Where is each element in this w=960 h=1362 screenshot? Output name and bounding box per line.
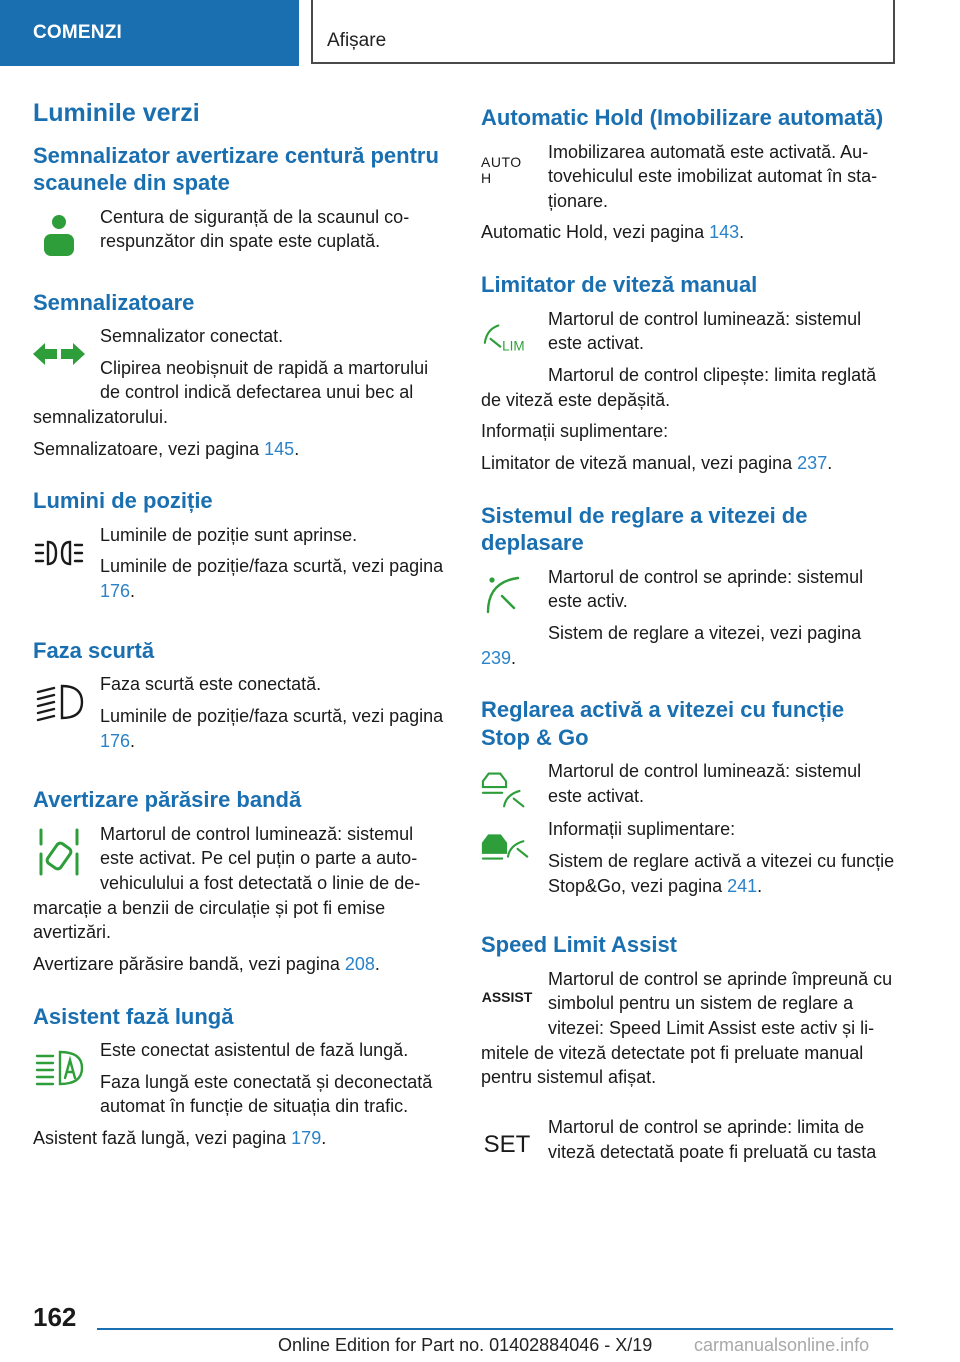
ref-auto-hold: Automatic Hold, vezi pagina 143. [481,222,745,243]
page-link-208[interactable]: 208 [344,954,375,974]
page-number: 162 [33,1302,77,1332]
page-link-145[interactable]: 145 [264,438,295,459]
section-speed-limiter [481,271,896,475]
title-lane-departure: Avertizare părăsire bandă [33,787,302,813]
auto-hold-icon: AUTO H [481,153,522,186]
page-link-241[interactable]: 241 [727,875,758,896]
page-link-176-a[interactable]: 176 [100,581,131,602]
ref-active-cruise: Sistem de reglare activă a vitezei cu funcție Stop&Go, vezi pagina 241. [548,850,895,896]
text-limiter-more-info: Informații suplimentare: [481,421,669,442]
section-auto-hold [481,104,896,245]
ref-lane-departure: Avertizare părăsire bandă, vezi pagina 208. [33,954,380,974]
title-high-beam-assist: Asistent fază lungă [33,1003,234,1029]
section-rear-seatbelt [33,142,448,263]
text-acc-active: Martorul de control luminează: sistemul este activat. [548,761,862,806]
seatbelt-passenger-icon [33,207,85,263]
ref-speed-limiter: Limitator de viteză manual, vezi pagina 237. [481,452,833,473]
section-parking-lights [33,487,448,610]
text-limiter-active: Martorul de control luminează: sistemul este activat. [548,308,862,354]
section-speed-limit-assist [481,931,896,1164]
ref-low-beam: Luminile de poziție/faza scurtă, vezi pagina 176. [100,705,444,751]
text-acc-more-info: Informații suplimentare: [548,819,736,840]
ref-cruise-control: Sistem de reglare a vitezei, vezi pagina 239. [481,622,862,668]
title-speed-limiter: Limitator de viteză manual [481,272,758,298]
parking-lights-icon [33,525,85,581]
page-header [0,0,960,66]
left-column [33,100,448,1158]
footer-watermark: carmanualsonline.info [694,1335,870,1355]
title-speed-limit-assist: Speed Limit Assist [481,932,678,958]
right-column [481,100,896,1173]
set-icon: SET [483,1130,531,1158]
text-turn-signal-fast: Clipirea neobișnuit de rapidă a martorului de control indică defectarea unui bec al semnalizatorului. [33,357,429,427]
lane-departure-icon [33,824,85,880]
text-auto-hold: Imobilizarea automată este activată. Autovehiculul este imobilizat automat în staționare. [548,141,878,211]
section-high-beam-assist [33,1003,448,1151]
page-link-179[interactable]: 179 [291,1128,322,1149]
main-heading-green-lights: Luminile verzi [33,99,200,127]
text-low-beam-on: Faza scurtă este conectată. [100,674,322,695]
acc-car-icon [481,761,533,817]
footer-divider [97,1328,893,1330]
acc-car-filled-icon [481,819,533,875]
title-parking-lights: Lumini de poziție [33,488,213,514]
high-beam-assist-icon [33,1040,85,1096]
ref-parking-lights: Luminile de poziție/faza scurtă, vezi pagina 176. [100,556,444,602]
speed-limiter-icon [481,309,533,365]
assist-icon: ASSIST [481,988,533,1005]
section-active-cruise [481,696,896,905]
page-link-143[interactable]: 143 [709,222,740,243]
text-high-beam-on: Este conectat asistentul de fază lungă. [100,1040,409,1061]
header-section-label: COMENZI [0,0,299,66]
section-turn-signals [33,289,448,462]
low-beam-icon [33,674,85,730]
title-auto-hold: Automatic Hold (Imobilizare automată) [481,105,884,130]
header-page-title: Afișare [311,0,895,64]
ref-high-beam: Asistent fază lungă, vezi pagina 179. [33,1128,327,1149]
footer-edition: Online Edition for Part no. 01402884046 - X/19 [278,1335,653,1355]
title-cruise-control: Sistemul de reglare a vitezei de deplasare [481,502,808,556]
section-cruise-control [481,502,896,671]
page-link-237[interactable]: 237 [797,452,828,473]
title-rear-seatbelt: Semnalizator avertizare centură pentru scaunele din spate [33,142,439,195]
title-low-beam: Faza scurtă [33,637,155,663]
text-high-beam-auto: Faza lungă este conectată și deconectată automat în funcție de situația din trafic. [100,1071,433,1117]
ref-turn-signals: Semnalizatoare, vezi pagina 145. [33,438,300,459]
text-lane-departure: Martorul de control luminează: sistemul este activat. Pe cel puțin o parte a autovehiculului a fost detectată o linie de demarcație a benzii de circulație și pot fi emise avertizări. [33,823,421,943]
turn-signal-arrows-icon [33,326,85,382]
page-link-176-b[interactable]: 176 [100,730,131,751]
text-parking-on: Luminile de poziție sunt aprinse. [100,524,358,545]
text-speed-limit-assist: Martorul de control se aprinde împreună cu simbolul pentru un sistem de reglare a vitezei: Speed Limit Assist este activ și limitele de viteză detectate pot fi preluate manual pentru sistemul afișat. [481,968,893,1088]
page-link-239[interactable]: 239 [481,647,512,668]
svg-text:LIM: LIM [502,338,525,354]
title-active-cruise: Reglarea activă a vitezei cu funcție Stop & Go [481,697,845,750]
text-cruise-active: Martorul de control se aprinde: sistemul este activ. [548,566,864,612]
cruise-control-icon [481,567,533,623]
section-lane-departure [33,786,448,976]
text-set-speed-limit: Martorul de control se aprinde: limita de viteză detectată poate fi preluată cu tasta [548,1116,877,1162]
text-limiter-exceeded: Martorul de control clipește: limita reglată de viteză este depășită. [481,364,877,410]
title-turn-signals: Semnalizatoare [33,289,195,315]
text-turn-signal-on: Semnalizator conectat. [100,326,284,346]
section-low-beam [33,637,448,760]
text-rear-seatbelt: Centura de siguranță de la scaunul corespunzător din spate este cuplată. [100,206,410,252]
